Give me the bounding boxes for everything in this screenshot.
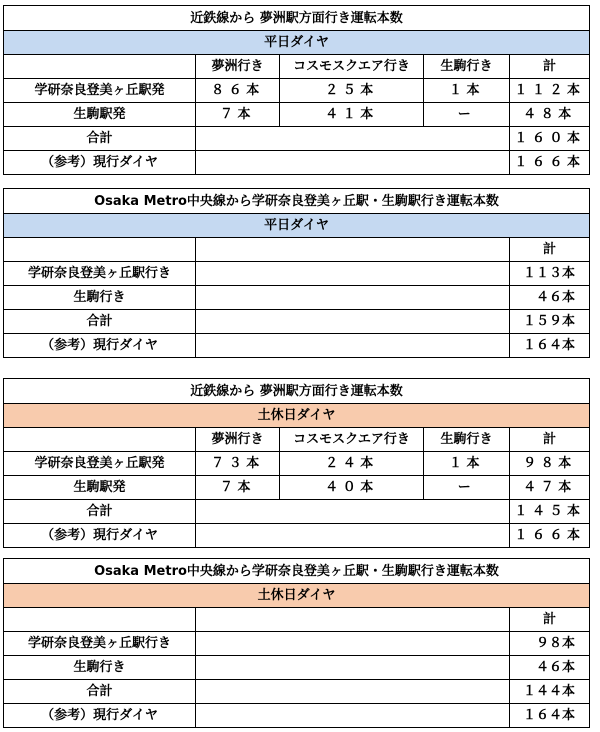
reference-total: １６４本 bbox=[510, 334, 590, 358]
table-row bbox=[4, 103, 590, 127]
empty-cell bbox=[196, 656, 510, 680]
header-row bbox=[4, 238, 590, 262]
header-ikoma: 生駒行き bbox=[424, 428, 510, 452]
table-title: Osaka Metro中央線から学研奈良登美ヶ丘駅・生駒駅行き運転本数 bbox=[4, 559, 590, 584]
cell-ikoma: １本 bbox=[424, 79, 510, 103]
table-row bbox=[4, 476, 590, 500]
sum-total: １５９本 bbox=[510, 310, 590, 334]
table-row bbox=[4, 262, 590, 286]
cell-total: ９８本 bbox=[510, 452, 590, 476]
reference-row bbox=[4, 704, 590, 728]
row-label: 学研奈良登美ヶ丘駅行き bbox=[4, 632, 196, 656]
cell-total: ９８本 bbox=[510, 632, 590, 656]
reference-row bbox=[4, 151, 590, 175]
header-cell bbox=[196, 238, 510, 262]
header-total: 計 bbox=[510, 55, 590, 79]
reference-row bbox=[4, 334, 590, 358]
row-label: 学研奈良登美ヶ丘駅行き bbox=[4, 262, 196, 286]
row-label: 生駒行き bbox=[4, 656, 196, 680]
cell-cosmosquare: ２５本 bbox=[280, 79, 424, 103]
sum-row bbox=[4, 310, 590, 334]
row-label: 学研奈良登美ヶ丘駅発 bbox=[4, 79, 196, 103]
cell-total: １１２本 bbox=[510, 79, 590, 103]
cell-ikoma: １本 bbox=[424, 452, 510, 476]
header-cell bbox=[4, 608, 196, 632]
schedule-band-weekday: 平日ダイヤ bbox=[4, 31, 590, 55]
cell-total: ４６本 bbox=[510, 656, 590, 680]
empty-cell bbox=[196, 286, 510, 310]
empty-cell bbox=[196, 334, 510, 358]
cell-total: ４６本 bbox=[510, 286, 590, 310]
reference-label: （参考）現行ダイヤ bbox=[4, 334, 196, 358]
row-label: 学研奈良登美ヶ丘駅発 bbox=[4, 452, 196, 476]
cell-cosmosquare: ４１本 bbox=[280, 103, 424, 127]
table-row bbox=[4, 79, 590, 103]
schedule-band-holiday: 土休日ダイヤ bbox=[4, 584, 590, 608]
sum-total: １４４本 bbox=[510, 680, 590, 704]
cell-yumeshima: ７３本 bbox=[196, 452, 280, 476]
header-cosmosquare: コスモスクエア行き bbox=[280, 55, 424, 79]
row-label: 生駒行き bbox=[4, 286, 196, 310]
reference-total: １６６本 bbox=[510, 151, 590, 175]
table-title: Osaka Metro中央線から学研奈良登美ヶ丘駅・生駒駅行き運転本数 bbox=[4, 189, 590, 214]
sum-label: 合計 bbox=[4, 680, 196, 704]
table-kintetsu-weekday bbox=[3, 5, 590, 175]
header-row bbox=[4, 428, 590, 452]
header-ikoma: 生駒行き bbox=[424, 55, 510, 79]
table-row bbox=[4, 452, 590, 476]
cell-ikoma: ー bbox=[424, 476, 510, 500]
header-yumeshima: 夢洲行き bbox=[196, 55, 280, 79]
cell-total: ４７本 bbox=[510, 476, 590, 500]
table-row bbox=[4, 632, 590, 656]
sum-row bbox=[4, 500, 590, 524]
sum-row bbox=[4, 127, 590, 151]
cell-yumeshima: ８６本 bbox=[196, 79, 280, 103]
cell-yumeshima: ７本 bbox=[196, 103, 280, 127]
sum-total: １４５本 bbox=[510, 500, 590, 524]
table-row bbox=[4, 656, 590, 680]
header-cell bbox=[4, 55, 196, 79]
table-metro-holiday bbox=[3, 558, 590, 728]
empty-cell bbox=[196, 151, 510, 175]
cell-yumeshima: ７本 bbox=[196, 476, 280, 500]
cell-total: １１３本 bbox=[510, 262, 590, 286]
schedule-band-weekday: 平日ダイヤ bbox=[4, 214, 590, 238]
header-total: 計 bbox=[510, 238, 590, 262]
reference-label: （参考）現行ダイヤ bbox=[4, 524, 196, 548]
header-yumeshima: 夢洲行き bbox=[196, 428, 280, 452]
empty-cell bbox=[196, 500, 510, 524]
empty-cell bbox=[196, 632, 510, 656]
reference-total: １６６本 bbox=[510, 524, 590, 548]
sum-label: 合計 bbox=[4, 127, 196, 151]
empty-cell bbox=[196, 262, 510, 286]
header-cell bbox=[4, 238, 196, 262]
header-total: 計 bbox=[510, 608, 590, 632]
row-label: 生駒駅発 bbox=[4, 476, 196, 500]
table-kintetsu-holiday bbox=[3, 378, 590, 548]
sum-row bbox=[4, 680, 590, 704]
sum-total: １６０本 bbox=[510, 127, 590, 151]
header-row bbox=[4, 608, 590, 632]
reference-row bbox=[4, 524, 590, 548]
cell-cosmosquare: ４０本 bbox=[280, 476, 424, 500]
header-cell bbox=[4, 428, 196, 452]
header-total: 計 bbox=[510, 428, 590, 452]
empty-cell bbox=[196, 704, 510, 728]
empty-cell bbox=[196, 680, 510, 704]
table-row bbox=[4, 286, 590, 310]
header-row bbox=[4, 55, 590, 79]
cell-cosmosquare: ２４本 bbox=[280, 452, 424, 476]
schedule-band-holiday: 土休日ダイヤ bbox=[4, 404, 590, 428]
cell-total: ４８本 bbox=[510, 103, 590, 127]
empty-cell bbox=[196, 310, 510, 334]
empty-cell bbox=[196, 524, 510, 548]
table-title: 近鉄線から 夢洲駅方面行き運転本数 bbox=[4, 379, 590, 404]
sum-label: 合計 bbox=[4, 310, 196, 334]
reference-label: （参考）現行ダイヤ bbox=[4, 151, 196, 175]
reference-total: １６４本 bbox=[510, 704, 590, 728]
row-label: 生駒駅発 bbox=[4, 103, 196, 127]
reference-label: （参考）現行ダイヤ bbox=[4, 704, 196, 728]
sum-label: 合計 bbox=[4, 500, 196, 524]
cell-ikoma: ー bbox=[424, 103, 510, 127]
header-cell bbox=[196, 608, 510, 632]
table-metro-weekday bbox=[3, 188, 590, 358]
empty-cell bbox=[196, 127, 510, 151]
table-title: 近鉄線から 夢洲駅方面行き運転本数 bbox=[4, 6, 590, 31]
header-cosmosquare: コスモスクエア行き bbox=[280, 428, 424, 452]
